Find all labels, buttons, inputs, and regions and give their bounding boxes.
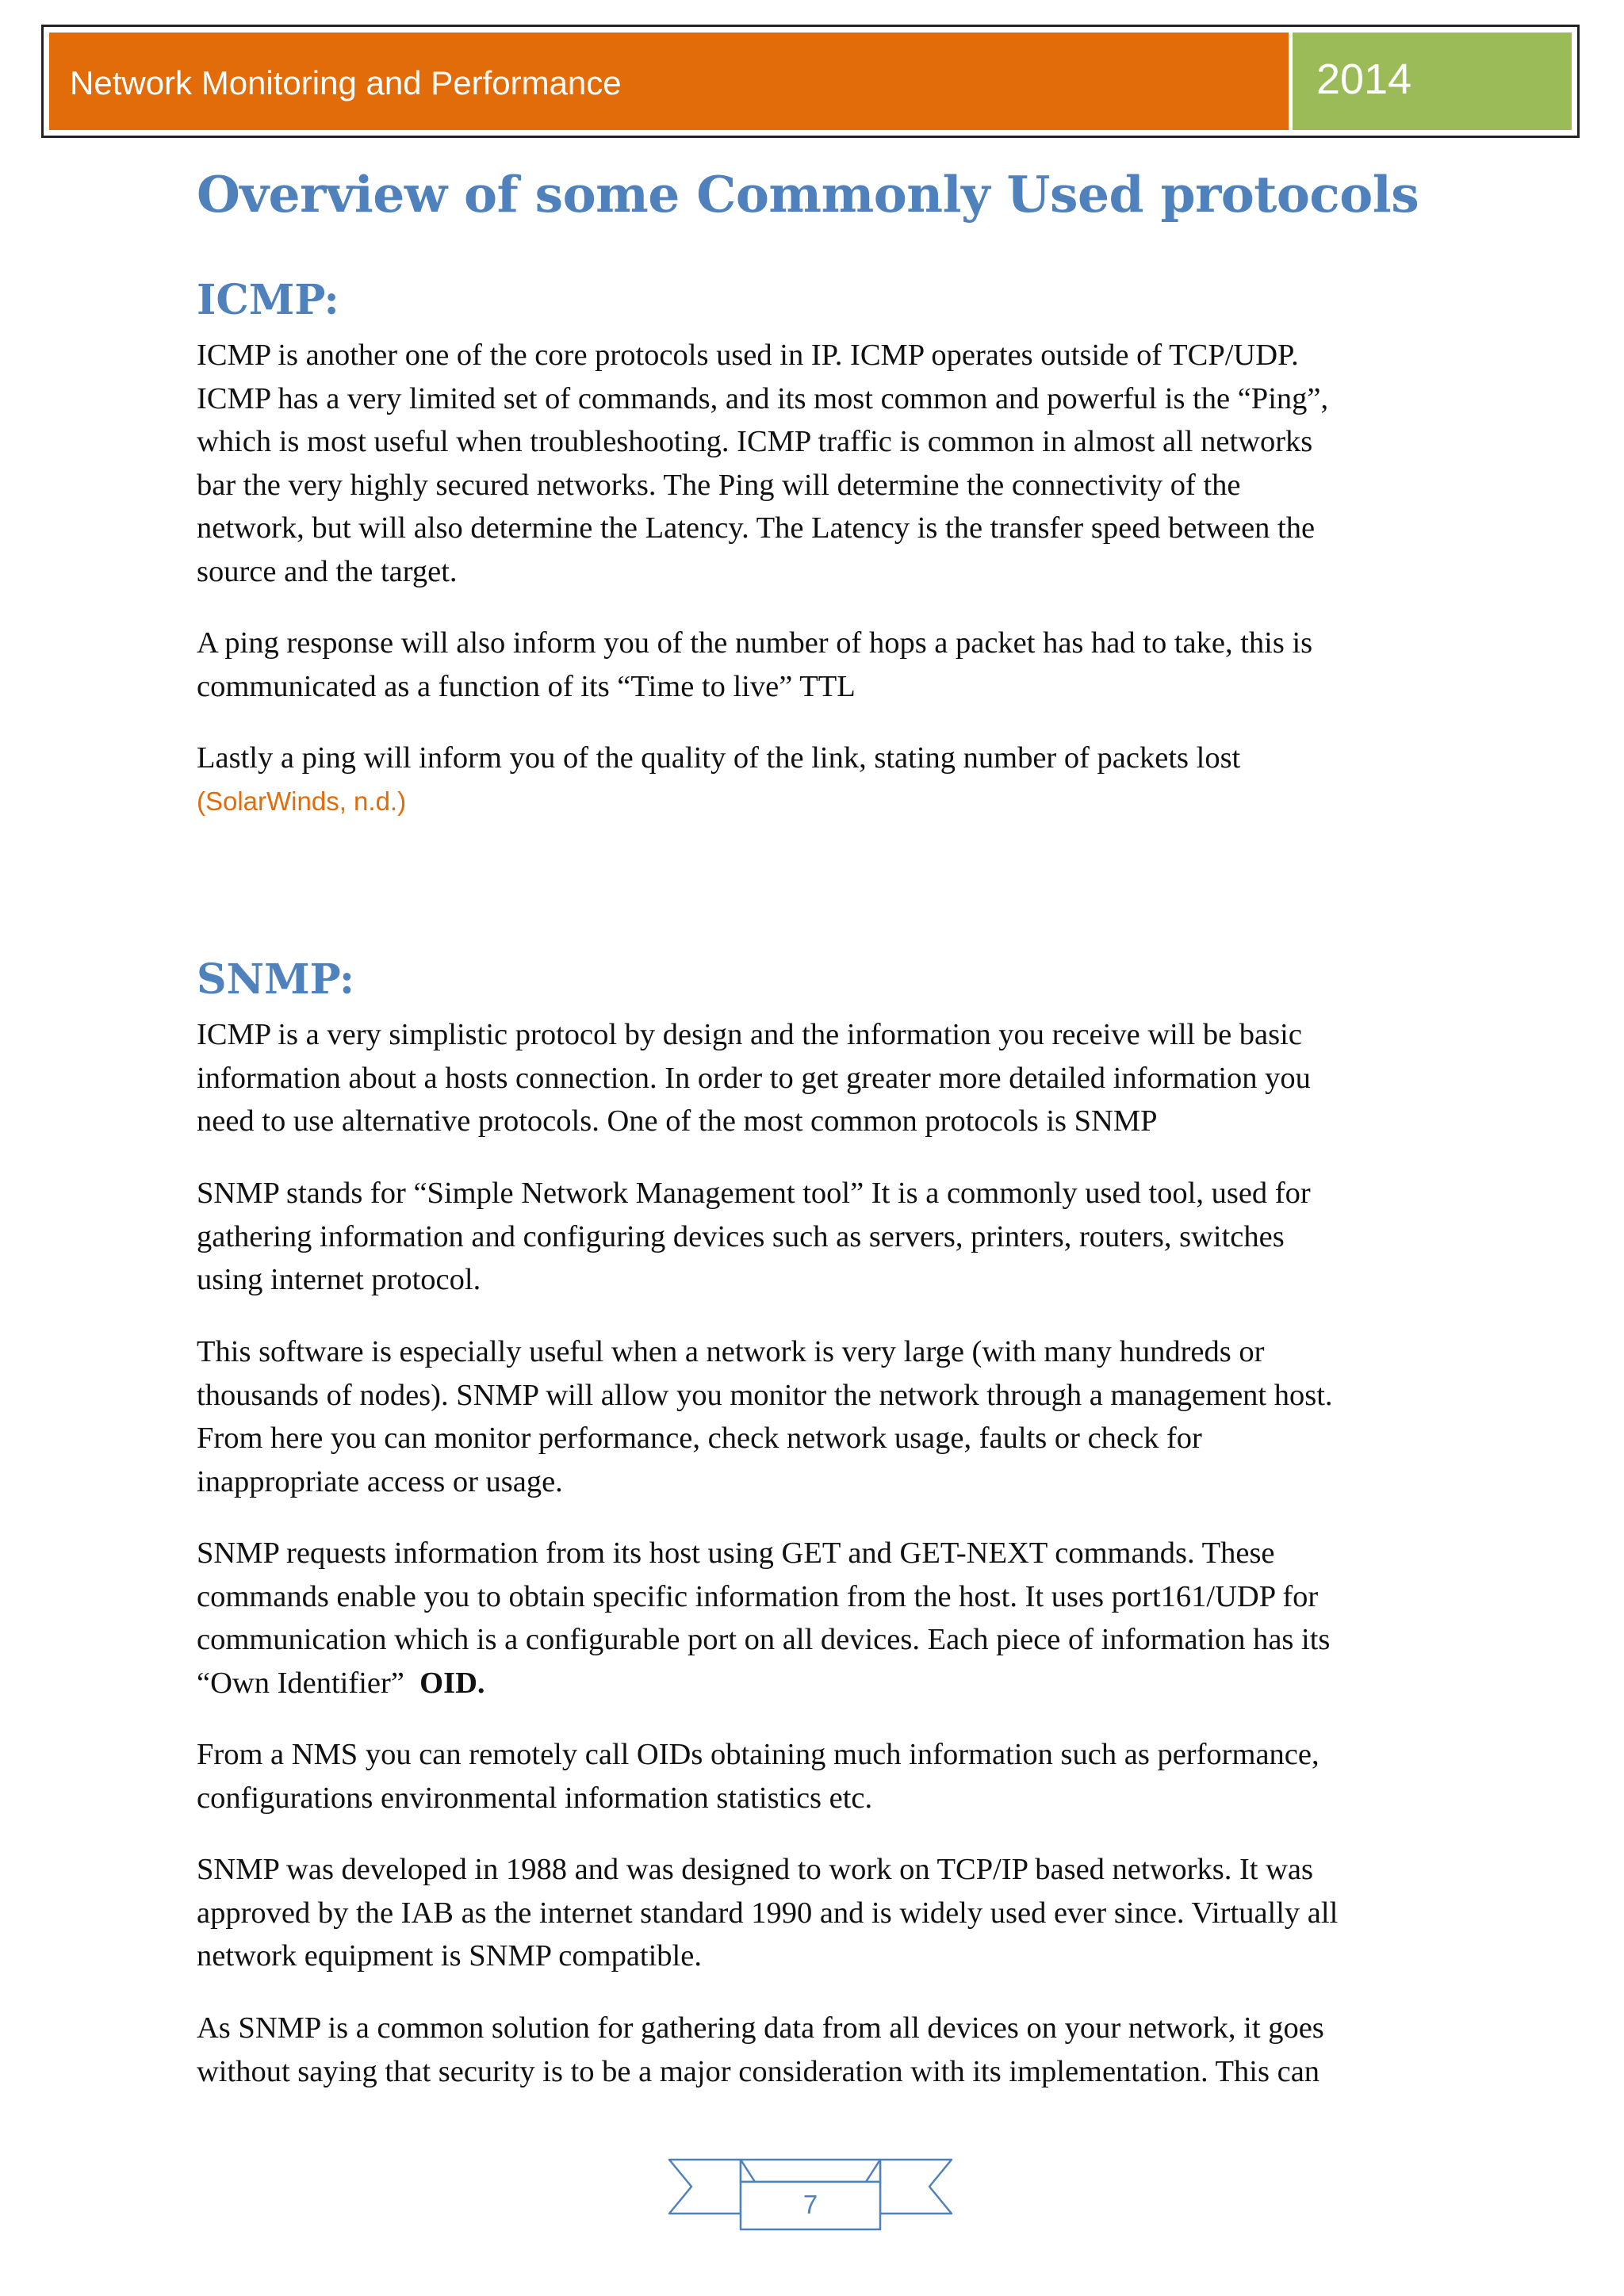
document-year: 2014 [1316, 55, 1412, 103]
snmp-heading: SNMP: [197, 955, 355, 1004]
text-line: communication which is a configurable port on all devices. Each piece of information has its [197, 1623, 1331, 1656]
text-line: information about a hosts connection. In order to get greater more detailed information you [197, 1061, 1311, 1095]
text-line: network equipment is SNMP compatible. [197, 1939, 702, 1973]
text-line: ICMP is another one of the core protocols used in IP. ICMP operates outside of TCP/UDP. [197, 339, 1299, 372]
text-line: From a NMS you can remotely call OIDs obtaining much information such as performance, [197, 1738, 1320, 1771]
page-heading: Overview of some Commonly Used protocols [197, 165, 1419, 224]
oid-term: OID. [419, 1666, 485, 1700]
page-number-banner [668, 2156, 953, 2233]
text-line: commands enable you to obtain specific information from the host. It uses port161/UDP for [197, 1579, 1319, 1613]
snmp-paragraph-6 [197, 1848, 1338, 1978]
text-fragment: “Own Identifier” [197, 1666, 404, 1700]
header-year-block [1293, 33, 1572, 130]
text-line: SNMP was developed in 1988 and was designed to work on TCP/IP based networks. It was [197, 1853, 1313, 1886]
text-line: without saying that security is to be a major consideration with its implementation. This can [197, 2054, 1320, 2088]
icmp-paragraph-3 [197, 737, 1240, 823]
text-line: gathering information and configuring devices such as servers, printers, routers, switches [197, 1219, 1285, 1253]
text-line: approved by the IAB as the internet standard 1990 and is widely used ever since. Virtually all [197, 1896, 1339, 1930]
text-line: As SNMP is a common solution for gathering data from all devices on your network, it goes [197, 2011, 1324, 2045]
text-line: which is most useful when troubleshooting. ICMP traffic is common in almost all networks [197, 425, 1313, 458]
text-line: using internet protocol. [197, 1263, 481, 1296]
icmp-heading: ICMP: [197, 276, 339, 324]
snmp-paragraph-4 [197, 1532, 1330, 1705]
icmp-paragraph-2 [197, 622, 1312, 708]
snmp-paragraph-7 [197, 2007, 1324, 2093]
text-line [197, 1662, 1330, 1705]
header-title-block [49, 33, 1289, 130]
text-line: This software is especially useful when a network is very large (with many hundreds or [197, 1335, 1265, 1368]
text-line: thousands of nodes). SNMP will allow you monitor the network through a management host. [197, 1378, 1333, 1412]
icmp-paragraph-1 [197, 334, 1328, 593]
snmp-paragraph-5 [197, 1733, 1320, 1820]
document-title: Network Monitoring and Performance [70, 64, 622, 101]
text-line: A ping response will also inform you of the number of hops a packet has had to take, this is [197, 626, 1313, 660]
text-line: ICMP has a very limited set of commands, and its most common and powerful is the “Ping”, [197, 381, 1329, 415]
text-line: network, but will also determine the Latency. The Latency is the transfer speed between the [197, 511, 1316, 545]
text-line: communicated as a function of its “Time to live” TTL [197, 669, 856, 703]
page-number: 7 [802, 2190, 818, 2219]
text-line: SNMP requests information from its host using GET and GET-NEXT commands. These [197, 1536, 1275, 1570]
snmp-paragraph-1 [197, 1013, 1311, 1143]
text-line: need to use alternative protocols. One of the most common protocols is SNMP [197, 1104, 1158, 1138]
snmp-paragraph-2 [197, 1172, 1311, 1302]
snmp-paragraph-3 [197, 1330, 1333, 1503]
citation-link[interactable]: (SolarWinds, n.d.) [197, 786, 407, 816]
text-line: ICMP is a very simplistic protocol by design and the information you receive will be basic [197, 1018, 1302, 1051]
text-line: source and the target. [197, 554, 458, 588]
text-line: SNMP stands for “Simple Network Management tool” It is a commonly used tool, used for [197, 1177, 1311, 1210]
text-line: bar the very highly secured networks. The Ping will determine the connectivity of the [197, 468, 1241, 502]
text-line: From here you can monitor performance, check network usage, faults or check for [197, 1422, 1202, 1455]
text-line: Lastly a ping will inform you of the quality of the link, stating number of packets lost [197, 741, 1241, 775]
text-line: configurations environmental information statistics etc. [197, 1781, 873, 1815]
text-line: inappropriate access or usage. [197, 1464, 563, 1498]
